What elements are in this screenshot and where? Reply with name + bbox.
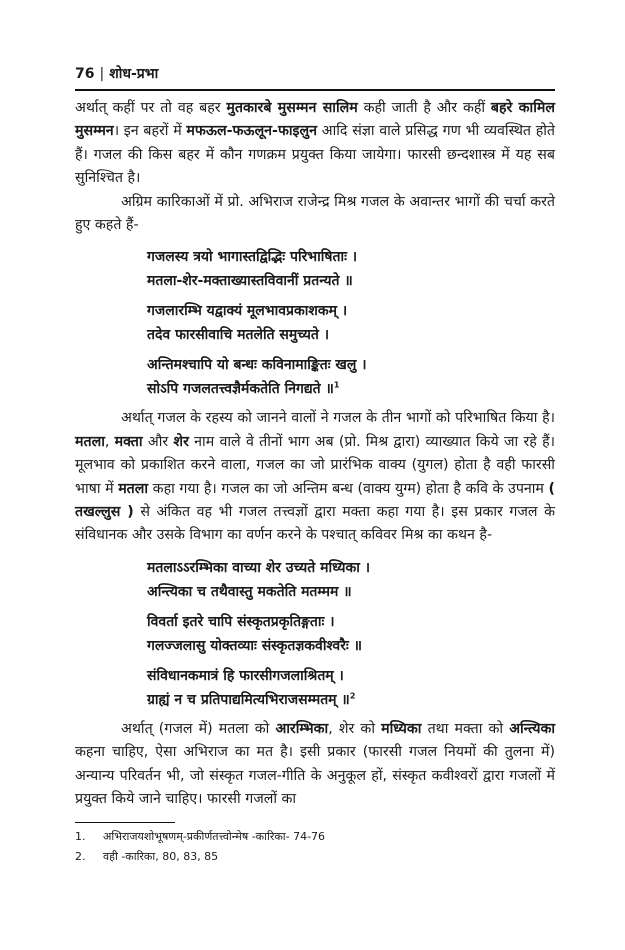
paragraph-4: [75, 718, 555, 812]
bold-term: मक्ता: [114, 433, 143, 450]
verse-text: ग्राह्यं न च प्रतिपाद्यमित्यभिराजसम्मतम् ॥: [147, 691, 350, 708]
verse-line: [147, 269, 555, 293]
verse-line: [147, 634, 555, 658]
bold-term: मतला: [75, 433, 105, 450]
paragraph-3: [75, 407, 555, 547]
footnote: [75, 847, 555, 867]
paragraph-2: अग्रिम कारिकाओं में प्रो. अभिराज राजेन्द्र मिश्र गजल के अवान्तर भागों की चर्चा करते हुए कहते हैं-: [75, 193, 555, 234]
bold-term: अन्त्यिका: [509, 720, 556, 737]
verse-line: [147, 610, 555, 634]
footnote-number: 1.: [75, 829, 86, 843]
running-header: [75, 64, 555, 83]
bold-term: मुतकारबे मुसम्मन सालिम: [226, 100, 358, 116]
text-run: कही जाती है और कहीं: [357, 100, 491, 116]
verse-text: विवर्ता इतरे चापि संस्कृतप्रकृतिङ्गताः ।: [147, 613, 335, 630]
header-separator: |: [99, 66, 105, 82]
bold-term: शेर: [173, 433, 189, 450]
footnote: [75, 827, 555, 847]
text-run: नाम वाले वे तीनों भाग अब (प्रो. मिश्र द्वारा) व्याख्यात किये जा रहे हैं। मूलभाव को प्रकाशित करने वाला, गजल का जो प्रारंभिक वाक्य (युगल) होता है वही फारसी भाषा में: [75, 433, 555, 497]
verse-text: मतलाऽऽरम्भिका वाच्या शेर उच्यते मध्यिका ।: [147, 559, 371, 576]
verse-line: [147, 353, 555, 377]
text-run: कहा गया है। गजल का जो अन्तिम बन्ध (वाक्य युग्म) होता है कवि के उपनाम: [148, 480, 549, 497]
verse-line: [147, 664, 555, 688]
header-rule: [75, 89, 555, 91]
verse-line: [147, 245, 555, 269]
verse-line: [147, 556, 555, 580]
footnote-ref: 2: [349, 691, 356, 701]
verse-line: [147, 377, 555, 401]
page-number: 76: [75, 66, 95, 82]
text-run: आदि संज्ञा वाले प्रसिद्ध गण भी व्यवस्थित होते हैं। गजल की किस बहर में कौन गणक्रम प्रयुक्त किया जायेगा। फारसी छन्दशास्त्र में यह सब सुनिश्चित है।: [75, 123, 555, 187]
verse-block-2: [147, 556, 555, 712]
text-run: और: [142, 433, 174, 450]
verse-text: गलज्जलासु योक्तव्याः संस्कृतज्ञकवीश्वरैः ॥: [147, 637, 363, 654]
text-run: अर्थात् (गजल में) मतला को: [121, 720, 276, 737]
verse-text: संविधानकमात्रं हि फारसीगजलाश्रितम् ।: [147, 667, 344, 684]
bold-term: मध्यिका: [381, 720, 422, 737]
footnote-text: वही -कारिका, 80, 83, 85: [103, 849, 219, 863]
page: [75, 64, 555, 867]
text-run: , शेर को: [328, 720, 382, 737]
text-run: । इन बहरों में: [113, 123, 187, 140]
text-run: अर्थात् कहीं पर तो वह बहर: [75, 100, 227, 116]
footnotes: [75, 827, 555, 867]
footnote-text: अभिराजयशोभूषणम्-प्रकीर्णतत्त्वोन्मेष -कारिका- 74-76: [103, 829, 326, 843]
journal-title: शोध-प्रभा: [109, 66, 159, 82]
footnote-rule: [75, 822, 175, 823]
verse-text: सोऽपि गजलतत्त्वज्ञैर्मकतेति निगद्यते ॥: [147, 381, 334, 398]
bold-term: मतला: [118, 480, 149, 497]
bold-term: बहरे कामिल मुसम्मन: [75, 100, 555, 140]
verse-text: गजलारम्भि यद्वाक्यं मूलभावप्रकाशकम् ।: [147, 303, 348, 320]
bold-term: आरम्भिका: [275, 720, 329, 737]
text-run: तथा मक्ता को: [421, 720, 510, 737]
footnote-number: 2.: [75, 849, 86, 863]
verse-line: [147, 299, 555, 323]
paragraph-1: [75, 97, 555, 191]
bold-term: मफऊल-फऊलून-फाइलुन: [186, 123, 318, 140]
verse-text: अन्तिमश्चापि यो बन्धः कविनामाङ्कितः खलु ।: [147, 357, 367, 374]
verse-block-1: [147, 245, 555, 401]
text-run: ,: [104, 433, 115, 450]
footnote-ref: 1: [333, 380, 340, 390]
verse-line: [147, 323, 555, 347]
verse-text: गजलस्य त्रयो भागास्तद्विद्भिः परिभाषिताः ।: [147, 249, 358, 266]
text-run: से अंकित वह भी गजल तत्त्वज्ञों द्वारा मक्ता कहा गया है। इस प्रकार गजल के संविधानक और उसके विभाग का वर्णन करने के पश्चात् कविवर मिश्र का कथन है-: [75, 504, 555, 544]
text-run: अर्थात् गजल के रहस्य को जानने वालों ने गजल के तीन भागों को परिभाषित किया है।: [121, 410, 555, 427]
bold-term: ( तखल्लुस ): [75, 480, 555, 521]
text-run: कहना चाहिए, ऐसा अभिराज का मत है। इसी प्रकार (फारसी गजल नियमों की तुलना में) अन्यान्य परिवर्तन भी, जो संस्कृत गजल-गीति के अनुकूल हों, संस्कृत कवीश्वरों द्वारा गजलों में प्रयुक्त किये जाने चाहिए। फारसी गजलों का: [75, 744, 555, 808]
verse-line: [147, 580, 555, 604]
verse-text: मतला-शेर-मक्ताख्यास्तविवानीं प्रतन्यते ॥: [147, 273, 353, 290]
verse-text: अन्त्यिका च तथैवास्तु मकतेति मतम्मम ॥: [147, 583, 352, 600]
verse-text: तदेव फारसीवाचि मतलेति समुच्यते ।: [147, 327, 330, 344]
verse-line: [147, 688, 555, 712]
